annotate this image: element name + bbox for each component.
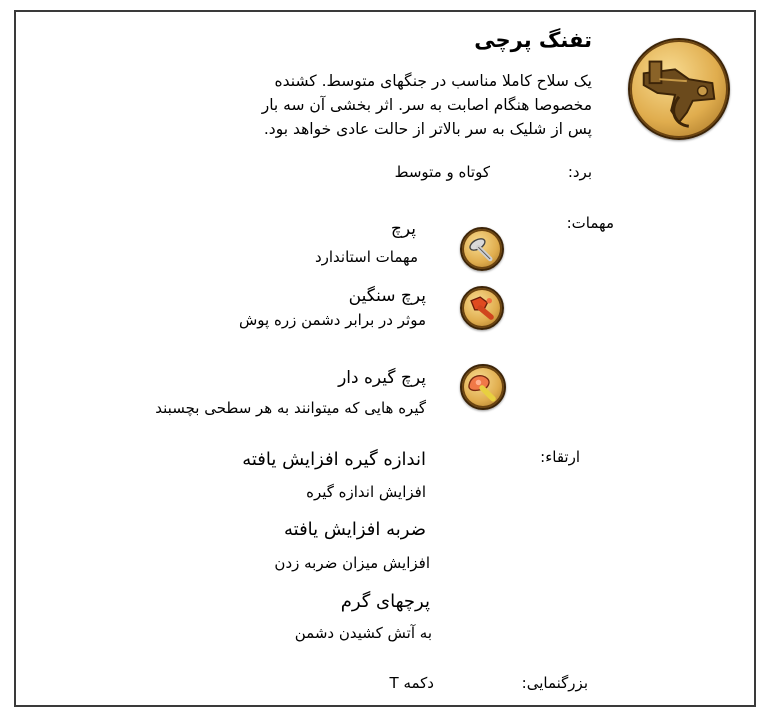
description-line: پس از شلیک به سر بالاتر از حالت عادی خواهد بود.: [263, 120, 592, 138]
description-line: یک سلاح کاملا مناسب در جنگهای متوسط. کشنده: [274, 72, 592, 90]
standard-rivet-icon: [460, 227, 504, 271]
rivet-gun-icon: [628, 38, 730, 140]
description-line: مخصوصا هنگام اصابت به سر. اثر بخشی آن سه بار: [261, 96, 592, 114]
upgrade-desc: به آتش کشیدن دشمن: [294, 624, 432, 642]
range-value: کوتاه و متوسط: [394, 163, 490, 181]
ammo-name: پرچ سنگین: [348, 286, 426, 306]
ammo-desc: موثر در برابر دشمن زره پوش: [239, 311, 426, 329]
upgrade-name: پرچهای گرم: [340, 591, 430, 612]
upgrade-desc: افزایش اندازه گیره: [306, 483, 426, 501]
upgrade-name: ضربه افزایش یافته: [284, 519, 426, 540]
ammo-label: مهمات:: [566, 214, 614, 232]
zoom-value: دکمه T: [389, 674, 434, 692]
sticky-rivet-icon: [460, 364, 506, 410]
weapon-info-card: [14, 10, 756, 707]
weapon-title: تفنگ پرچی: [474, 28, 592, 52]
ammo-name: پرچ: [390, 219, 416, 239]
range-label: برد:: [567, 163, 592, 181]
weapon-description: [262, 69, 592, 141]
upgrades-label: ارتقاء:: [540, 448, 580, 466]
zoom-label: بزرگنمایی:: [521, 674, 588, 692]
upgrade-name: اندازه گیره افزایش یافته: [242, 449, 426, 470]
heavy-rivet-icon: [460, 286, 504, 330]
ammo-name: پرچ گیره دار: [338, 368, 426, 388]
ammo-desc: گیره هایی که میتوانند به هر سطحی بچسبند: [155, 399, 426, 417]
ammo-desc: مهمات استاندارد: [314, 248, 418, 266]
upgrade-desc: افزایش میزان ضربه زدن: [274, 554, 430, 572]
